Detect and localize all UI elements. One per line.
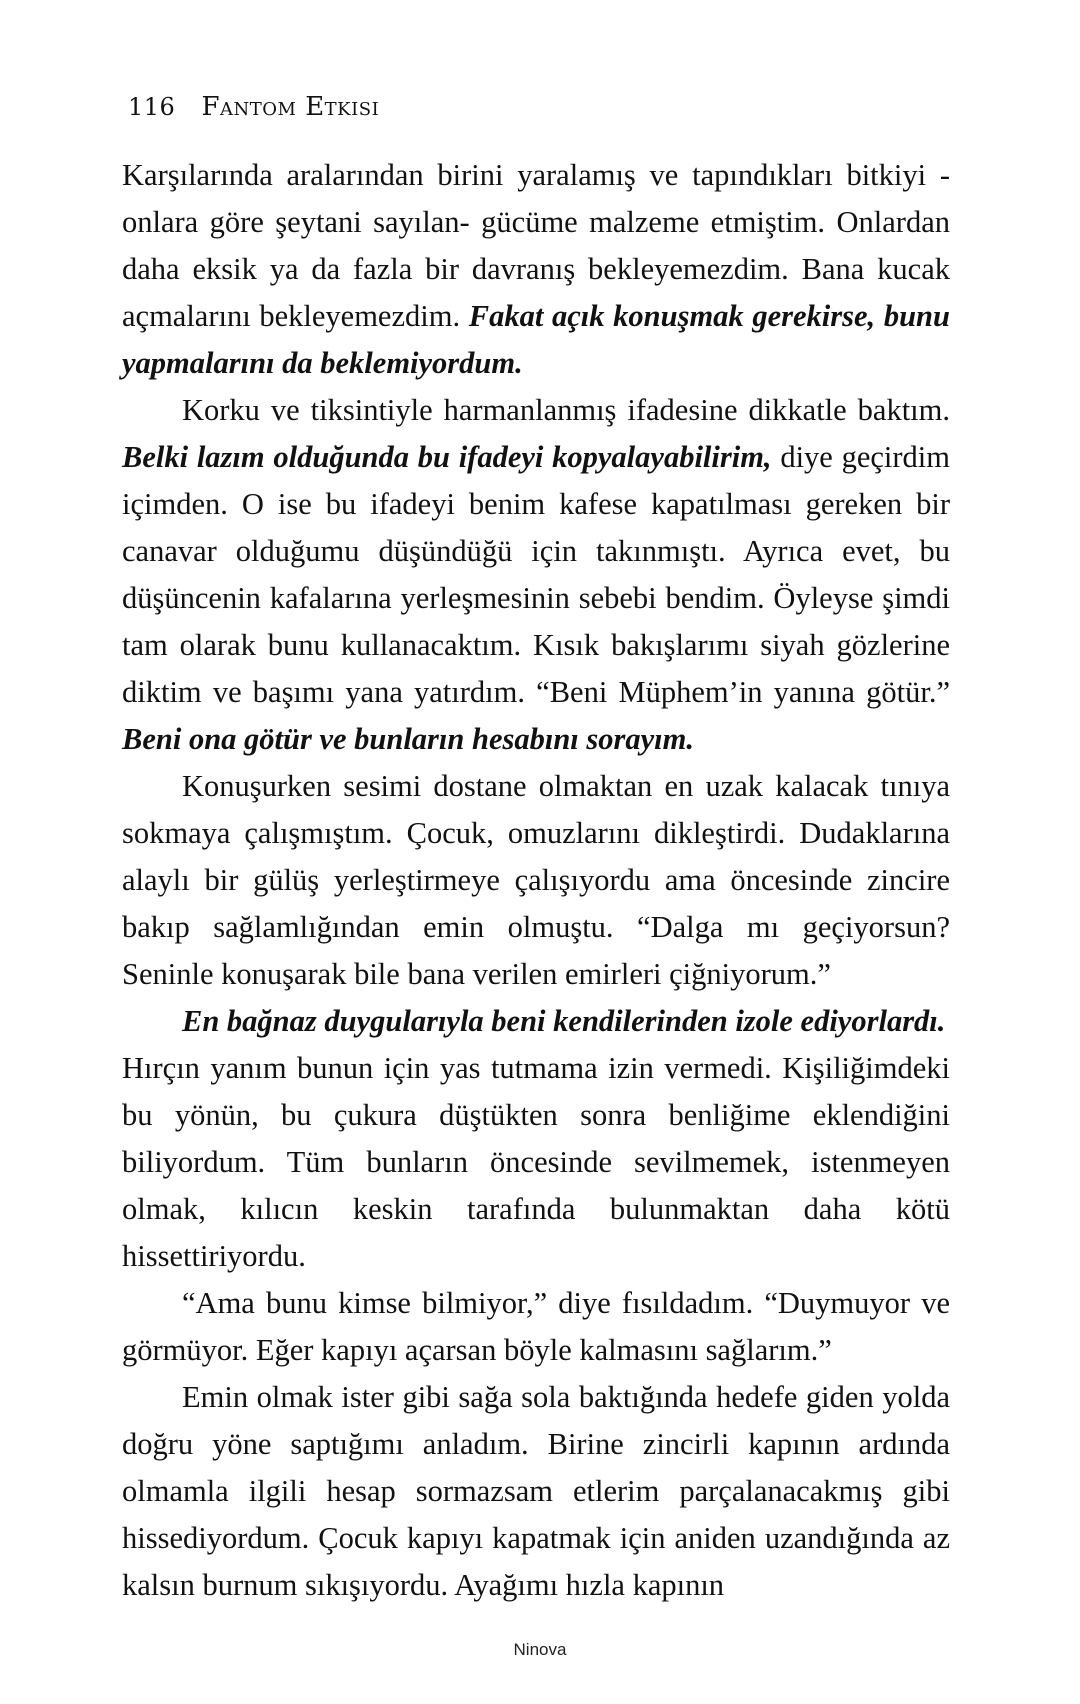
text-run: “Ama bunu kimse bilmiyor,” diye fısıldadım. “Duymuyor ve görmüyor. Eğer kapıyı açarsan böyle kalmasını sağlarım.”: [122, 1286, 950, 1367]
italic-run: Belki lazım olduğunda bu ifadeyi kopyalayabilirim,: [122, 440, 772, 474]
publisher-footer: Ninova: [513, 1640, 567, 1659]
running-header: [128, 92, 379, 122]
paragraph-6: [122, 1280, 950, 1374]
text-run: Konuşurken sesimi dostane olmaktan en uzak kalacak tınıya sokmaya çalışmıştım. Çocuk, omuzlarını dikleştirdi. Dudaklarına alaylı bir gülüş yerleştirmeye çalışıyordu ama öncesinde zincire bakıp sağlamlığından emin olmuştu. “Dalga mı geçiyorsun? Seninle konuşarak bile bana verilen emirleri çiğniyorum.”: [122, 769, 950, 991]
text-run: Emin olmak ister gibi sağa sola baktığında hedefe giden yolda doğru yöne saptığımı anladım. Birine zincirli kapının ardında olmamla ilgili hesap sormazsam etlerim parçalanacakmış gibi hissediyordum. Çocuk kapıyı kapatmak için aniden uzandığında az kalsın burnum sıkışıyordu. Ayağımı hızla kapının: [122, 1380, 950, 1602]
text-run: diye geçirdim içimden. O ise bu ifadeyi benim kafese kapatılması gereken bir canavar olduğumu düşündüğü için takınmıştı. Ayrıca evet, bu düşüncenin kafalarına yerleşmesinin sebebi bendim. Öyleyse şimdi tam olarak bunu kullanacaktım. Kısık bakışlarımı siyah gözlerine diktim ve başımı yana yatırdım. “Beni Müphem’in yanına götür.”: [122, 440, 950, 709]
text-run: Korku ve tiksintiyle harmanlanmış ifadesine dikkatle baktım.: [182, 393, 950, 427]
text-run: Hırçın yanım bunun için yas tutmama izin vermedi. Kişiliğimdeki bu yönün, bu çukura düştükten sonra benliğime eklendiğini biliyordum. Tüm bunların öncesinde sevilmemek, istenmeyen olmak, kılıcın keskin tarafında bulunmaktan daha kötü hissettiriyordu.: [122, 1051, 950, 1273]
page-number: 116: [128, 93, 176, 121]
italic-run: En bağnaz duygularıyla beni kendilerinden izole ediyorlardı.: [182, 1004, 946, 1038]
paragraph-2: [122, 387, 950, 763]
italic-run: Fakat açık konuşmak gerekirse, bunu yapmalarını da beklemiyordum.: [122, 299, 950, 380]
running-title: Fantom Etkisi: [201, 92, 380, 122]
paragraph-4: [122, 998, 950, 1045]
paragraph-5: [122, 1045, 950, 1280]
body-text: [122, 152, 950, 1609]
paragraph-3: [122, 763, 950, 998]
text-run: Karşılarında aralarından birini yaralamış ve tapındıkları bitkiyi -onlara göre şeytani sayılan- gücüme malzeme etmiştim. Onlardan daha eksik ya da fazla bir davranış bekleyemezdim. Bana kucak açmalarını bekleyemezdim.: [122, 158, 950, 333]
paragraph-7: [122, 1374, 950, 1609]
italic-run: Beni ona götür ve bunların hesabını sorayım.: [122, 722, 694, 756]
paragraph-1: [122, 152, 950, 387]
